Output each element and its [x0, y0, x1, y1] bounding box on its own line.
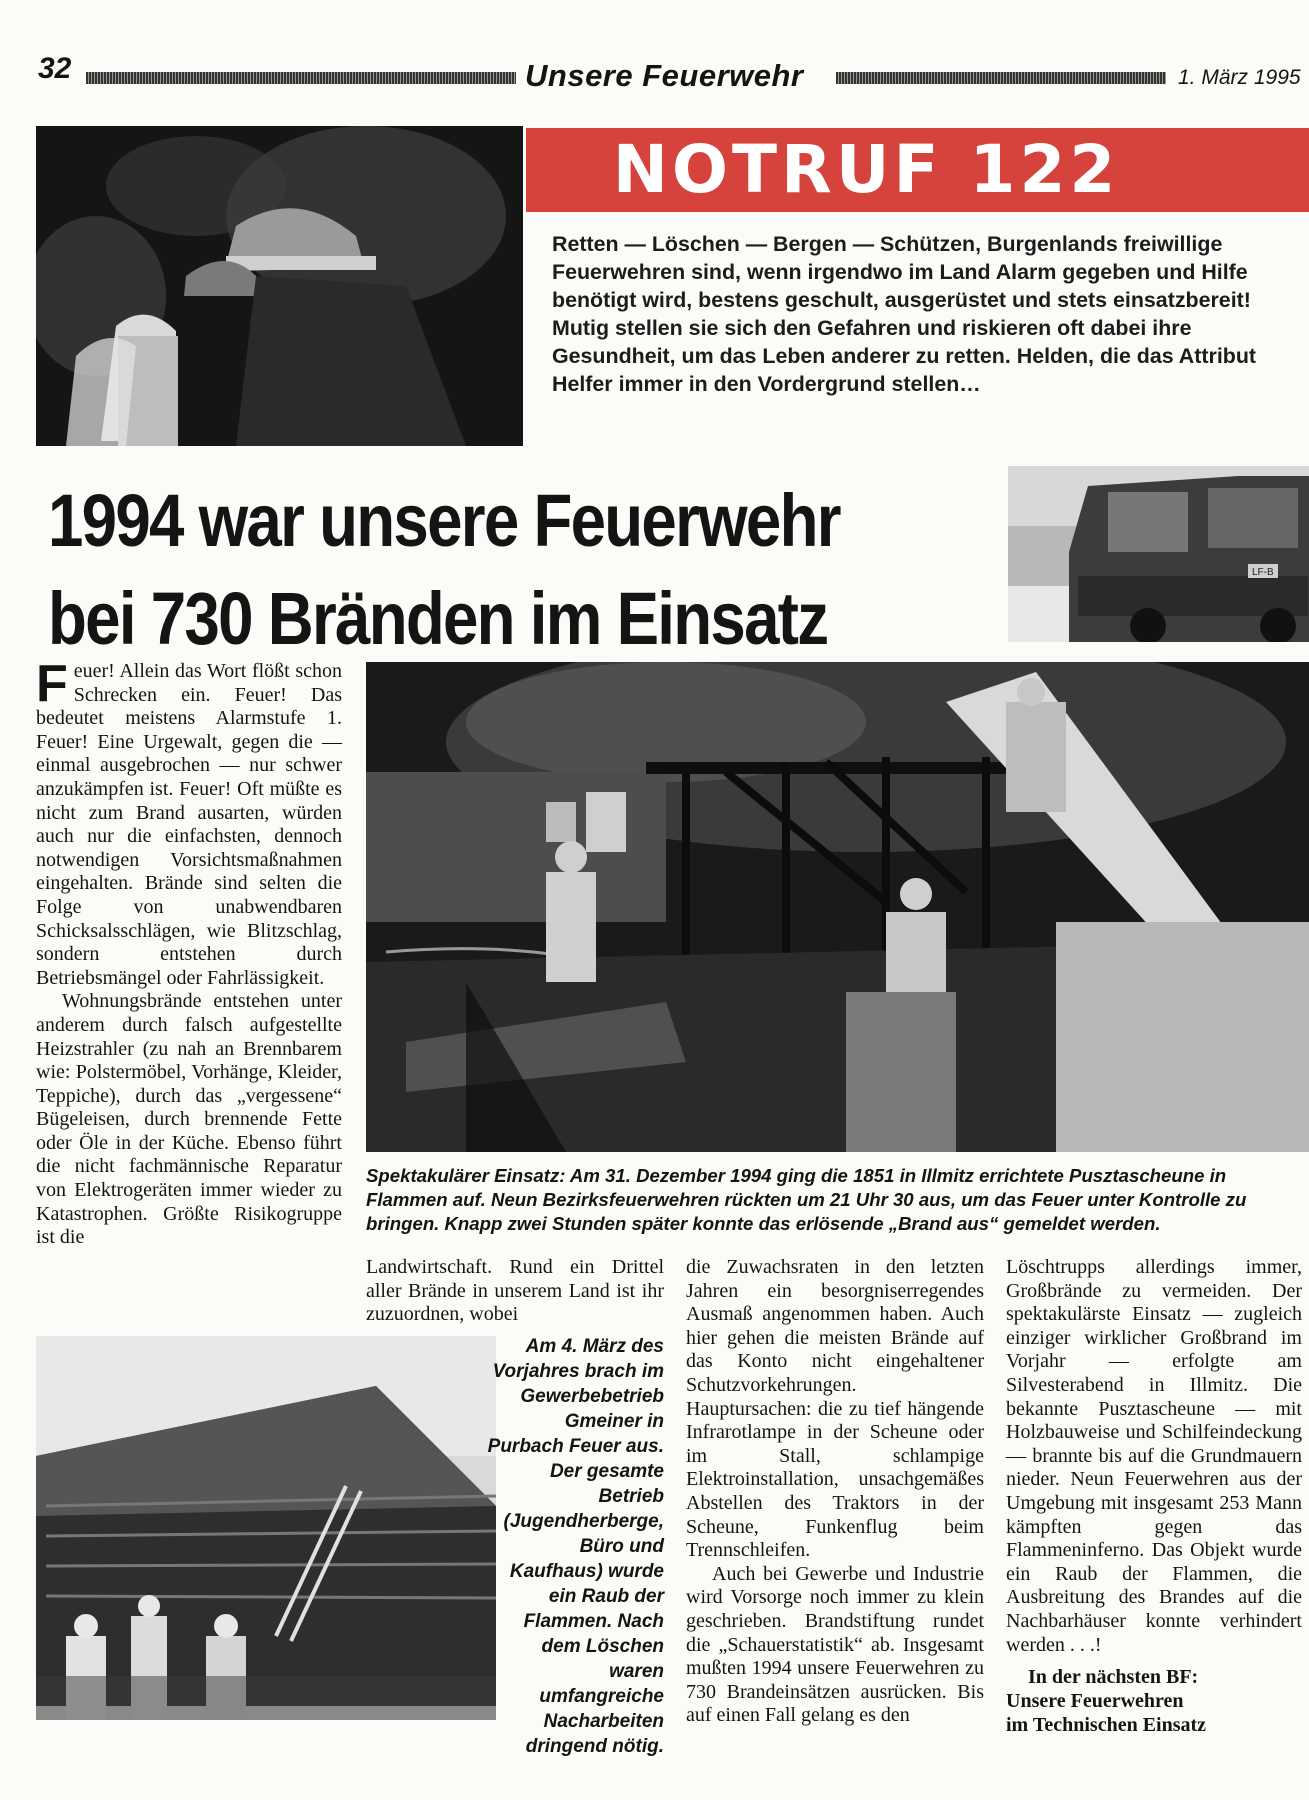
col1-paragraph-1-text: euer! Allein das Wort flößt schon Schrecken ein. Feuer! Das bedeutet meistens Alarmstufe 1. Feuer! Eine Urgewalt, gegen die — einmal ausgebrochen — nur schwer anzukämpfen ist. Feuer! Oft müßte es nicht zum Brand ausarten, würden auch nur die einfachsten, dennoch notwendigen Vorsichtsmaßnahmen eingehalten. Brände sind selten die Folge von unabwendbaren Schicksalsschlägen, wie Blitzschlag, sondern entstehen durch Betriebsmängel oder Fahrlässigkeit. — [36, 660, 342, 989]
headline-line-1: 1994 war unsere Feuerwehr — [48, 479, 840, 562]
intro-text: Retten — Löschen — Bergen — Schützen, Burgenlands freiwillige Feuerwehren sind, wenn irgendwo im Land Alarm gegeben und Hilfe benötigt wird, bestens geschult, ausgerüstet und stets einsatzbereit! Mutig stellen sie sich den Gefahren und riskieren oft dabei ihre Gesundheit, um das Leben anderer zu retten. Helden, die das Attribut Helfer immer in den Vordergrund stellen… — [552, 232, 1257, 396]
preview-line-2: Unsere Feuerwehren — [1006, 1690, 1184, 1713]
masthead: Unsere Feuerwehr — [525, 58, 804, 93]
headline-line-2: bei 730 Bränden im Einsatz — [48, 577, 828, 660]
header-rule-left — [86, 72, 516, 84]
purbach-building-photo — [36, 1336, 496, 1720]
article-column-3 — [686, 1256, 984, 1728]
fire-truck-photo — [1008, 466, 1309, 642]
notruf-title: NOTRUF 122 — [612, 131, 1120, 208]
article-column-2 — [366, 1256, 664, 1327]
col1-paragraph-2: Wohnungsbrände entstehen unter anderem durch falsch aufgestellte Heizstrahler (zu nah an Brennbarem wie: Polstermöbel, Vorhänge, Kleider, Teppiche), durch das „vergessene“ Bügeleisen, durch brennende Fette oder Öle in der Küche. Ebenso führt die nicht fachmännische Reparatur von Elektrogeräten immer wieder zu Katastrophen. Größte Risikogruppe ist die — [36, 990, 342, 1249]
headline — [48, 472, 874, 668]
preview-line-3: im Technischen Einsatz — [1006, 1714, 1207, 1737]
page-number: 32 — [38, 52, 72, 85]
main-photo-caption: Spektakulärer Einsatz: Am 31. Dezember 1994 ging die 1851 in Illmitz errichtete Pusztascheune in Flammen auf. Neun Bezirksfeuerwehren rückten um 21 Uhr 30 aus, um das Feuer unter Kontrolle zu bringen. Knapp zwei Stunden später konnte das erlösende „Brand aus“ gemeldet werden. — [366, 1165, 1247, 1234]
col1-paragraph-1 — [36, 655, 342, 990]
truck-plate: LF-B — [1252, 567, 1274, 578]
header-rule-right — [836, 72, 1166, 84]
purbach-caption: Am 4. März des Vorjahres brach im Gewerbebetrieb Gmeiner in Purbach Feuer aus. Der gesamte Betrieb (Jugendherberge, Büro und Kaufhaus) wurde ein Raub der Flammen. Nach dem Löschen waren umfangreiche Nacharbeiten dringend nötig. — [487, 1336, 664, 1757]
col3-paragraph-2: Auch bei Gewerbe und Industrie wird Vorsorge noch immer zu klein geschrieben. Brandstiftung rundet die „Schauerstatistik“ ab. Insgesamt mußten 1994 unsere Feuerwehren zu 730 Brandeinsätzen ausrücken. Bis auf einen Fall gelang es den — [686, 1562, 984, 1727]
next-issue-preview — [1006, 1665, 1302, 1737]
article-column-4 — [1006, 1256, 1302, 1737]
dropcap: F — [36, 655, 68, 713]
col3-paragraph-1: die Zuwachsraten in den letzten Jahren ein besorgniserregendes Ausmaß angenommen haben. Auch hier gehen die meisten Brände auf das Konto nicht eingehaltener Schutzvorkehrungen. Hauptursachen: die zu tief hängende Infrarotlampe in der Scheune oder im Stall, schlampige Elektroinstallation, unsachgemäßes Abstellen des Traktors in der Scheune, Funkenflug beim Trennschleifen. — [686, 1256, 984, 1562]
col4-paragraph-1: Löschtrupps allerdings immer, Großbrände zu vermeiden. Der spektakulärste Einsatz — zugleich einziger wirklicher Großbrand im Vorjahr — erfolgte am Silvesterabend in Illmitz. Die bekannte Pusztascheune — mit Holzbauweise und Schilfeindeckung — brannte bis auf die Grundmauern nieder. Neun Feuerwehren aus der Umgebung mit insgesamt 253 Mann kämpften gegen das Flammeninferno. Das Objekt wurde ein Raub der Flammen, die Ausbreitung des Brandes auf die Nachbarhäuser konnte verhindert werden . . .! — [1006, 1256, 1302, 1656]
firefighters-photo — [36, 126, 523, 446]
col2-text: Landwirtschaft. Rund ein Drittel aller Brände in unserem Land ist ihr zuzuordnen, wobei — [366, 1256, 664, 1326]
preview-line-1: In der nächsten BF: — [1028, 1666, 1199, 1689]
pusztascheune-fire-photo — [366, 662, 1309, 1152]
issue-date: 1. März 1995 — [1178, 66, 1301, 89]
article-column-1 — [36, 655, 342, 1250]
